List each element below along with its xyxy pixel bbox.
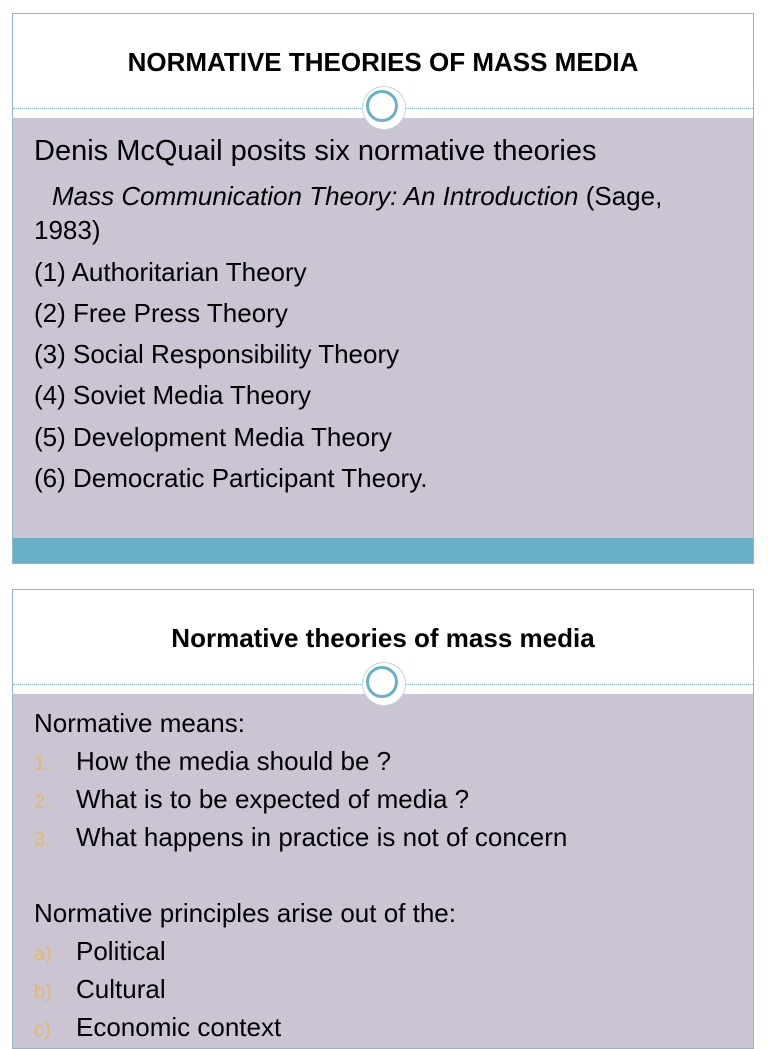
means-item-text: What is to be expected of media ? <box>76 784 470 814</box>
theory-item: (2) Free Press Theory <box>34 298 288 328</box>
means-item-text: How the media should be ? <box>76 746 392 776</box>
list-marker: b) <box>34 981 52 1003</box>
list-marker: 1. <box>34 753 51 775</box>
slide-2 <box>12 589 754 1049</box>
principles-item <box>34 970 166 1011</box>
theory-item: (5) Development Media Theory <box>34 422 392 452</box>
means-item-text: What happens in practice is not of concern <box>76 822 568 852</box>
book-year: 1983) <box>34 215 101 245</box>
list-marker: a) <box>34 943 52 965</box>
list-marker: 3. <box>34 829 51 851</box>
slide-1 <box>12 13 754 564</box>
slide-1-title: NORMATIVE THEORIES OF MASS MEDIA <box>127 47 639 77</box>
theory-item: (3) Social Responsibility Theory <box>34 339 400 369</box>
theory-item: (1) Authoritarian Theory <box>34 257 307 287</box>
list-marker: 2. <box>34 791 51 813</box>
book-reference <box>34 180 735 213</box>
slide-2-title: Normative theories of mass media <box>171 623 595 653</box>
principles-item <box>34 1008 281 1049</box>
slide-1-bottom-bar <box>13 538 753 564</box>
principles-item <box>34 932 166 973</box>
slide-2-content <box>13 694 753 1049</box>
slide-1-content <box>13 118 753 538</box>
means-item <box>34 780 469 821</box>
theory-item: (6) Democratic Participant Theory. <box>34 463 428 493</box>
principles-heading: Normative principles arise out of the: <box>34 898 456 928</box>
principles-item-text: Cultural <box>76 974 166 1004</box>
list-marker: c) <box>34 1019 51 1041</box>
divider-circle-ornament <box>363 87 405 129</box>
means-item <box>34 818 567 859</box>
means-item <box>34 742 391 783</box>
principles-item-text: Economic context <box>76 1012 282 1042</box>
book-publisher: (Sage, <box>578 181 663 211</box>
divider-circle-ornament <box>363 663 405 705</box>
means-heading: Normative means: <box>34 708 245 738</box>
book-title: Mass Communication Theory: An Introduction <box>52 181 579 211</box>
theory-item: (4) Soviet Media Theory <box>34 380 311 410</box>
principles-item-text: Political <box>76 936 166 966</box>
intro-text: Denis McQuail posits six normative theories <box>34 135 597 167</box>
